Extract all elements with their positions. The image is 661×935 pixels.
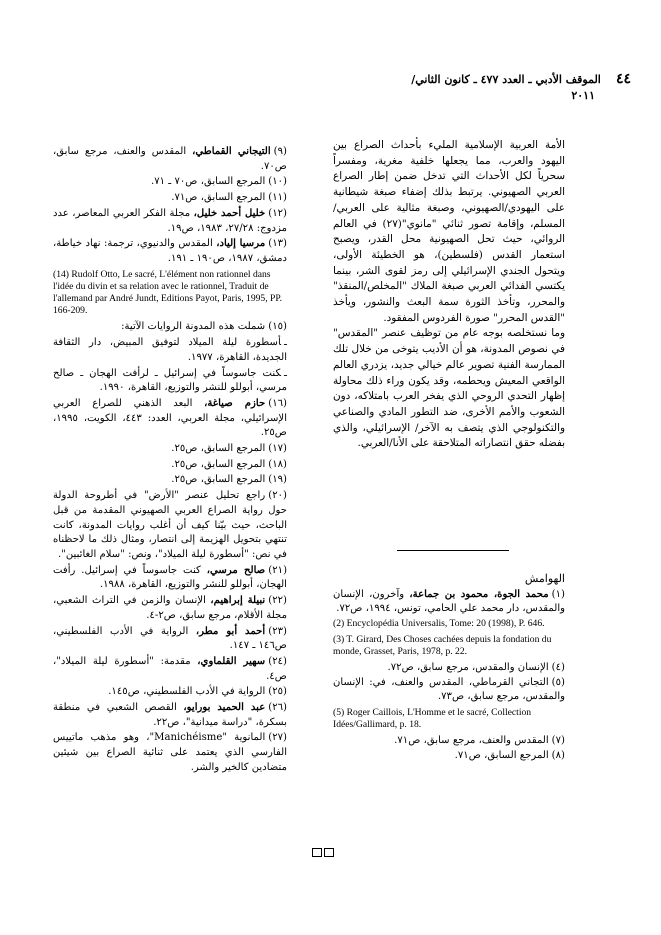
footnote-text: راجع تحليل عنصر "الأرض" في أطروحة الدولة حول رواية الصراع العربي الصهيوني المقدمة من قبل الباحث، حيث بيّنا كيف أن أغلب روايات المدونة، كانت تنتهي بتحويل الهزيمة إلى انتصار، ومثال ذلك ما لاحظناه في نص: "أسطورة ليلة الميلاد"، ونص: "سلام الغائبين".: [53, 490, 287, 560]
footnote-text: كنت جاسوساً في إسرائيل. رأفت الهجان، أبوللو للنشر والتوزيع، القاهرة، ١٩٨٨.: [53, 564, 287, 591]
footnote-number: (١٦): [268, 397, 287, 409]
footnote: [53, 442, 287, 457]
footnote-number: (١٢): [268, 207, 287, 219]
footnote-number: (٢٢): [268, 595, 287, 607]
footnote-text: الرواية في الأدب الفلسطيني، ص١٤٦ ـ ١٤٧.: [53, 625, 287, 652]
footnote: [53, 207, 287, 236]
footnote-number: (١): [551, 589, 565, 600]
footnote-text: أسطورة ليلة الميلاد لتوفيق المبيض، دار الثقافة الجديدة، القاهرة، ١٩٧٧.: [53, 337, 287, 363]
footnote-text: شملت هذه المدونة الروايات الآتية:: [121, 321, 266, 333]
footnote-number: (١٥): [268, 321, 287, 333]
footnote-number: (٢٦): [268, 702, 287, 714]
footnote-author: سهير القلماوي،: [197, 655, 266, 667]
footnote-author: التيجاني القماطي،: [192, 146, 271, 157]
footnote-text: الإنسان والزمن في التراث الشعبي، مجلة الأقلام، مرجع سابق، ص٢-٤.: [53, 595, 287, 621]
footnote-text: المرجع السابق، ص٢٥.: [171, 474, 266, 486]
footnote-number: (١٠): [268, 176, 287, 188]
footnote-number: (٧): [551, 735, 565, 747]
footnote-number: (٢٠): [268, 490, 287, 502]
footnote-number: (٤): [551, 662, 565, 674]
footnote-text: المقدس والعنف، مرجع سابق، ص٧١.: [394, 735, 549, 747]
running-header: [311, 68, 631, 102]
footnote: [53, 397, 287, 441]
footnote-number: (٩): [273, 146, 287, 157]
footnote-number: ـ: [284, 367, 287, 379]
footnote: [53, 625, 287, 654]
body-paragraph: الأمة العربية الإسلامية المليء بأحداث الصراع بين اليهود والعرب، مما يجعلها خلفية مغرية، ومفسراً سحرياً لكل الأحداث التي تدخل ضمن إطار الصراع العربي الصهيوني. يرتبط بذلك إضفاء صبغة شيطانية على اليهودي/الصهيوني، وصبغة مثالية على العربي/المسلم، وإقامة تصور ثنائي "مانوي"(٢٧) في العالم الروائي، حيث تحل الصهيونية محل القدر، ويصبح استعمار القدس (فلسطين)، هو الخطيئة الأولى، ويتحول الجندي الإسرائيلي إلى رمز لقوى الشر، بينما يكتسي الفدائي العربي صبغة الملاك "المخلص/المنقذ" والمحرر، وتأخذ الثورة سمة البعث والنشور، ويأخذ "القدس المحرر" صورة الفردوس المفقود.: [333, 139, 565, 324]
footnote-number: (5): [333, 706, 345, 718]
footnote: [53, 458, 287, 473]
footnote: [53, 731, 287, 775]
footnote-number: (١٨): [268, 458, 287, 470]
issue-year: ٢٠١١: [571, 89, 595, 102]
notes-heading: الهوامش: [524, 572, 565, 585]
footnote: [53, 489, 287, 563]
footnote-number: (١٩): [268, 474, 287, 486]
footnote: [53, 336, 287, 365]
footnote-author: خليل أحمد خليل،: [193, 207, 266, 219]
footnote: [333, 588, 565, 616]
footnote-text: T. Girard, Des Choses cachées depuis la fondation du monde, Grasset, Paris, 1978, p. 22.: [333, 633, 552, 657]
footnote: [333, 676, 565, 704]
footnote-latin: [333, 634, 565, 658]
footnote-text: المانوية "Manichéisme"، وهو مذهب ماتييس الفارسي الذي يعتمد على ثنائية الصراع بين شيئين متضادين كالخير والشر.: [53, 732, 287, 773]
footnote-text: المرجع السابق، ص٢٥.: [171, 443, 266, 455]
footnote: [333, 749, 565, 763]
footnote-text: الرواية في الأدب الفلسطيني، ص١٤٥.: [108, 686, 266, 698]
footnote-text: Rudolf Otto, Le sacré, L'élément non rationnel dans l'idée du divin et sa relation avec le rationnel, Traduit de l'allemand par André Jundt, Editions Payot, Paris, 1995, PP. 166-209.: [53, 268, 283, 317]
footnote: [53, 701, 287, 730]
footnote: [333, 734, 565, 748]
square-ornament-icon: [324, 848, 334, 857]
footnotes-right-column: [333, 588, 565, 764]
footnote: [53, 655, 287, 684]
footnote-text: التجاني القرماطي، المقدس والعنف، في: الإنسان والمقدس، مرجع سابق، ص٧٣.: [333, 677, 565, 703]
square-ornament-icon: [312, 848, 322, 857]
footnote: [53, 145, 287, 174]
footnote-latin: [53, 269, 287, 318]
footnote-number: (14): [53, 268, 69, 280]
footnote-text: وآخرون، الإنسان والمقدس، دار محمد علي الحامي، تونس، ١٩٩٤، ص٧٢.: [333, 589, 565, 615]
footnote-author: نبيلة إبراهيم،: [210, 595, 266, 607]
footnote-number: (١٧): [268, 443, 287, 455]
footnote-text: المرجع السابق، ص٧١.: [171, 192, 266, 204]
footnote-number: (٢٣): [268, 625, 287, 637]
footnote: [53, 367, 287, 396]
footnote-text: المقدس والعنف، مرجع سابق، ص٧٠.: [53, 146, 287, 172]
footnote: [53, 237, 287, 266]
footnote-number: (٢١): [268, 564, 288, 576]
footnote-text: المرجع السابق، ص٢٥.: [171, 458, 266, 470]
footnote-text: Roger Caillois, L'Homme et le sacré, Collection Idées/Gallimard, p. 18.: [333, 706, 532, 730]
footnote-text: Encyclopédia Universalis, Tome: 20 (1998), P. 646.: [346, 618, 545, 630]
footnote-text: المرجع السابق، ص٧١.: [454, 750, 549, 762]
footnote-author: أحمد أبو مطر،: [195, 625, 266, 637]
footnote-number: (١٣): [268, 238, 287, 250]
footnote: [53, 175, 287, 190]
footnote: [53, 191, 287, 206]
footnote-number: (٢٤): [268, 655, 287, 667]
footnote-number: (٨): [551, 750, 565, 762]
notes-separator: [397, 550, 509, 551]
footnote-author: حازم صياغة،: [204, 397, 266, 409]
page-footer-ornament: [312, 842, 336, 861]
footnote-latin: [333, 618, 565, 630]
footnote: [53, 685, 287, 700]
footnote: [53, 564, 287, 593]
footnote: [333, 661, 565, 675]
footnote-number: (٢٥): [268, 686, 287, 698]
footnote-text: الإنسان والمقدس، مرجع سابق، ص٧٢.: [387, 662, 549, 674]
footnote-number: ـ: [284, 337, 287, 349]
footnotes-left-column: [53, 145, 287, 777]
footnote-text: المرجع السابق، ص٧٠ ـ ٧١.: [151, 176, 266, 188]
page-number: ٤٤: [615, 71, 631, 87]
footnote-text: البعد الذهني للصراع العربي الإسرائيلي، مجلة العربي، العدد: ٤٤٣، الكويت، ١٩٩٥، ص٢٥.: [53, 397, 287, 439]
footnote-text: القصص الشعبي في منطقة بسكرة، "دراسة ميدانية"، ص٢٢.: [53, 702, 287, 728]
footnote-author: صالح مرسي،: [206, 564, 266, 576]
footnote-author: محمد الجوة، محمود بن جماعة،: [409, 589, 549, 600]
footnote-number: (2): [333, 618, 345, 630]
footnote-number: (٥): [551, 677, 565, 689]
footnote-text: مجلة الفكر العربي المعاصر، عدد مزدوج: ٢٧/٢٨، ١٩٨٣، ص١٩.: [53, 207, 287, 234]
footnote-latin: [333, 707, 565, 731]
footnote-text: مقدمة: "أسطورة ليلة الميلاد"، ص٤.: [53, 655, 287, 682]
journal-issue-title: الموقف الأدبي ـ العدد ٤٧٧ ـ كانون الثاني/: [411, 73, 601, 86]
footnote-number: (3): [333, 633, 345, 645]
footnote: [53, 594, 287, 623]
footnote-author: مرسيا إلياد،: [216, 238, 266, 250]
footnote-number: (٢٧): [268, 732, 287, 744]
footnote: [53, 473, 287, 488]
footnote-text: كنت جاسوساً في إسرائيل ـ لرأفت الهجان ـ صالح مرسي، أبوللو للنشر والتوزيع، القاهرة، ١٩٩٠.: [53, 367, 287, 394]
body-paragraph: وما نستخلصه بوجه عام من توظيف عنصر "المقدس" في نصوص المدونة، هو أن الأديب يتوخى من خلال تلك الممارسة الفنية تصوير عالم خيالي جديد، يزدري العالم الواقعي المعيش ويحطمه، وقد يكون وراء ذلك محاولة إظهار التحدي الروحي الذي يفخر العرب بامتلاكه، دون الشعوب والأمم الأخرى، ضد التطور المادي والصناعي والتكنولوجي الذي يتصف به الآخر/ الإسرائيلي، والذي بفضله حقق انتصاراته المتلاحقة على الأنا/العربي.: [333, 327, 565, 450]
body-text-column: [333, 138, 565, 452]
footnote-text: المقدس والدنيوي، ترجمة: نهاد خياطة، دمشق، ١٩٨٧، ص١٩٠ ـ ١٩١.: [53, 238, 287, 264]
footnote: [53, 320, 287, 335]
footnote-number: (١١): [268, 192, 287, 204]
footnote-author: عبد الحميد بورايو،: [183, 702, 266, 714]
